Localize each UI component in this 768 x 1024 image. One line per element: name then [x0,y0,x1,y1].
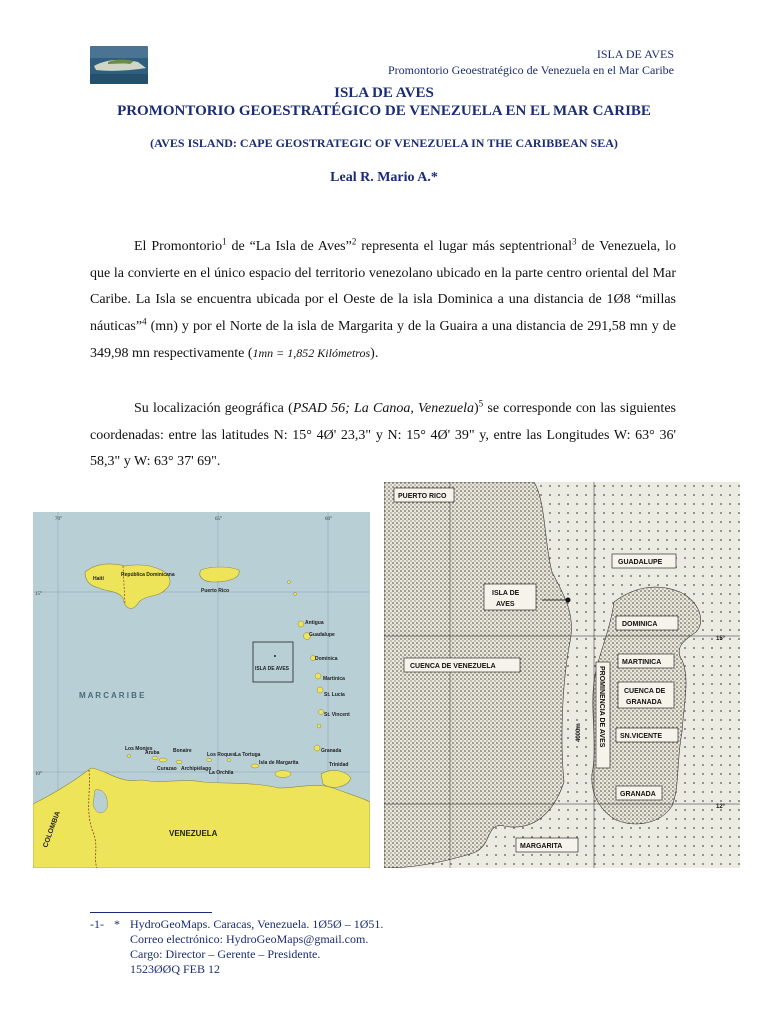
footnote-line-3: Cargo: Director – Gerente – Presidente. [130,947,321,961]
label-aves: AVES [496,601,515,608]
label-archipielago: Archipiélago [181,766,212,772]
footnote-ref-3[interactable]: 3 [572,236,577,247]
label-prominencia-aves: PROMINENCIA DE AVES [598,666,605,748]
puerto-rico-landmass [200,567,239,582]
p1-text-c: representa el lugar más septentrional [356,239,572,254]
label-puerto-rico: Puerto Rico [201,588,230,594]
footnote-ref-1[interactable]: 1 [222,236,227,247]
label-curazao: Curazao [157,766,177,772]
footnote-block [90,917,383,977]
running-header [388,46,674,78]
label-dominica: Dominica [315,656,338,662]
label-isla-aves: ISLA DE AVES [255,666,289,672]
lat-label-15: 15° [35,592,42,597]
south-american-mainland [33,768,370,868]
p2-text-b: ) [474,401,479,416]
label-colombia: COLOMBIA [42,810,62,849]
isla-de-aves-highlight-box [253,642,293,682]
lon-label-65: 65° [215,517,222,522]
title-block [0,84,768,186]
aves-ridge-bathymetric-map [384,482,740,868]
label-dominica-r: DOMINICA [622,621,658,628]
label-san-vicente: SN.VICENTE [620,733,663,740]
label-cuenca-granada-2: GRANADA [626,699,662,706]
label-haiti: Haití [93,576,104,582]
p1-unit-note: 1mn = 1,852 Kilómetros [252,346,371,360]
p2-datum: PSAD 56; La Canoa, Venezuela [292,401,474,416]
label-la-orchila: La Orchila [209,770,234,776]
label-isla-de: ISLA DE [492,590,520,597]
p1-text-b: de “La Isla de Aves” [226,239,352,254]
label-aruba: Aruba [145,750,160,756]
label-guadalupe-r: GUADALUPE [618,559,663,566]
english-title: (AVES ISLAND: CAPE GEOSTRATEGIC OF VENEZUELA IN THE CARIBBEAN SEA) [150,136,618,150]
footnote-ref-2[interactable]: 2 [351,236,357,247]
p1-text-e: (mn) y por el Norte de la isla de Margarita y de la Guaira a una distancia de 291,58 mn y de 349,98 mn respectivamente ( [90,318,676,361]
p2-text-a: Su localización geográfica ( [134,401,293,416]
label-cuenca-granada-1: CUENCA DE [624,688,666,695]
running-header-subtitle: Promontorio Geoestratégico de Venezuela en el Mar Caribe [387,63,674,77]
hispaniola-landmass [85,564,170,608]
label-los-monjes: Los Monjes [125,746,153,752]
footnote-line-2[interactable]: Correo electrónico: HydroGeoMaps@gmail.com. [130,932,369,946]
label-margarita: Isla de Margarita [259,760,299,766]
footnote-line-4: 1523ØØQ FEB 12 [130,962,221,976]
venezuela-basin [384,482,571,868]
label-cuenca-venezuela: CUENCA DE VENEZUELA [410,663,496,670]
label-rep-dom: República Dominicana [121,572,175,578]
author-name: Leal R. Mario A.* [330,170,438,185]
isla-de-aves-marker [566,598,571,603]
label-martinica-r: MARTINICA [622,659,662,666]
label-st-lucia: St. Lucia [324,692,345,698]
paragraph-1 [90,234,676,368]
header-logo-photo [90,46,148,84]
caribbean-location-map [33,512,370,868]
label-la-tortuga: La Tortuga [235,752,261,758]
running-header-title: ISLA DE AVES [596,47,674,61]
label-trinidad: Trinidad [329,762,349,768]
label-granada-r: GRANADA [620,791,656,798]
label-los-roques: Los Roques [207,752,236,758]
label-martinica: Martinica [323,676,345,682]
lon-label-60: 60° [325,517,332,522]
p1-text-a: El Promontorio [134,239,223,254]
document-title: ISLA DE AVES [334,85,434,101]
label-granada: Granada [321,748,342,754]
label-lat-12: 12° [716,804,726,810]
document-subtitle: PROMONTORIO GEOESTRATÉGICO DE VENEZUELA EN EL MAR CARIBE [117,103,651,119]
label-lat-15: 15° [716,636,726,642]
label-venezuela: VENEZUELA [169,829,218,838]
label-bonaire: Bonaire [173,748,192,754]
label-depth: 4000m [576,723,582,742]
footnote-ref-5[interactable]: 5 [478,398,484,409]
lon-label-70: 70° [55,517,62,522]
paragraph-2 [90,396,676,476]
footnote-line-1: HydroGeoMaps. Caracas, Venezuela. 1Ø5Ø – 1Ø51. [130,917,384,931]
footnote-rule [90,912,212,913]
footnote-star: * [114,917,120,931]
lat-label-10: 10° [35,772,42,777]
footnote-ref-4[interactable]: 4 [142,315,147,326]
label-margarita-r: MARGARITA [520,843,563,850]
label-mar-caribe: M A R C A R I B E [79,691,145,700]
p1-text-d: de Venezuela, lo que la convierte en el único espacio del territorio venezolano ubicado en la parte centro oriental del Mar Caribe. La Isla se encuentra ubicada por el Oeste de la isla Dominica a una distancia de 1Ø8 “millas náuticas” [90,239,677,334]
p2-text-c: se corresponde con las siguientes coordenadas: entre las latitudes N: 15° 4Ø' 23,3" y N: 15° 4Ø' 39" y, entre las Longitudes W: 63° 36' 58,3" y W: 63° 37' 69". [90,401,676,469]
label-puerto-rico-r: PUERTO RICO [398,493,447,500]
p1-text-f: ). [370,346,379,361]
label-st-vincent: St. Vincent [324,712,350,718]
page-number: -1- [90,917,104,931]
label-antigua: Antigua [305,620,324,626]
label-guadalupe: Guadalupe [309,632,335,638]
